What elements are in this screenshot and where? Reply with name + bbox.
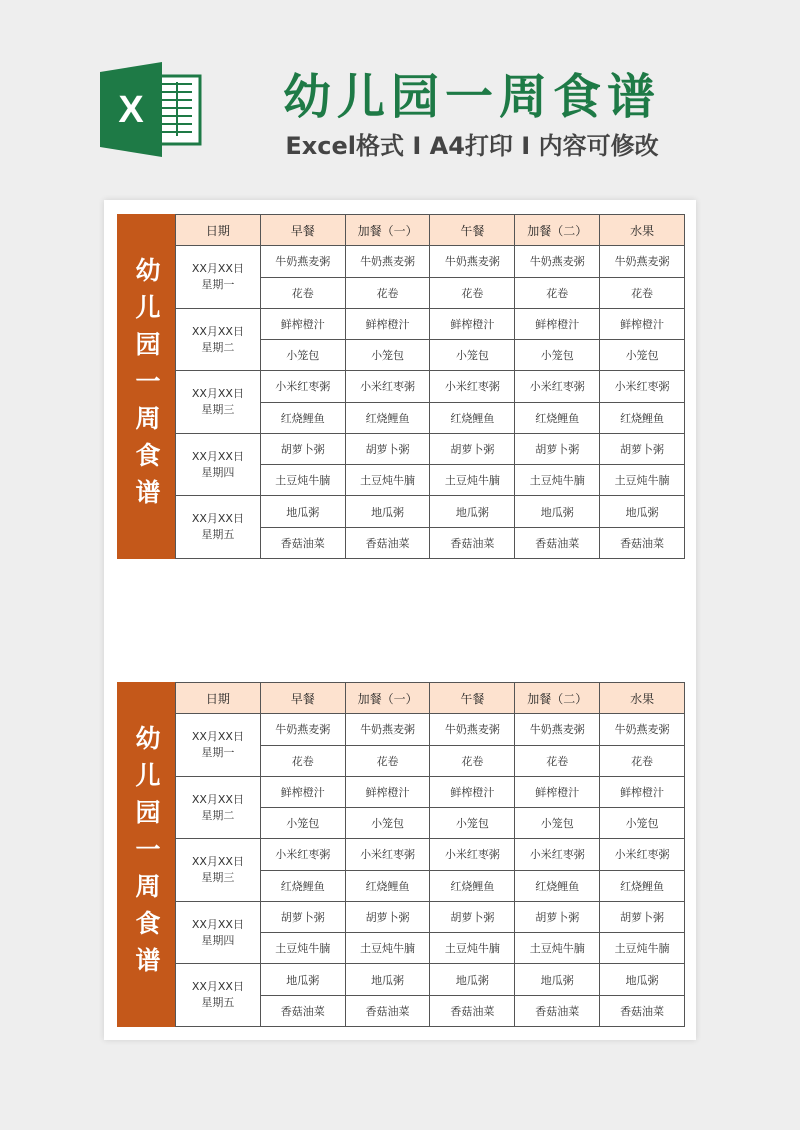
date-cell[interactable] xyxy=(176,246,261,309)
meal-cell[interactable]: 胡萝卜粥 xyxy=(430,901,515,932)
meal-cell[interactable]: 牛奶燕麦粥 xyxy=(430,714,515,745)
meal-cell[interactable]: 花卷 xyxy=(430,745,515,776)
meal-cell[interactable]: 地瓜粥 xyxy=(260,496,345,527)
meal-cell[interactable]: 花卷 xyxy=(260,277,345,308)
date-cell[interactable] xyxy=(176,776,261,839)
menu-table xyxy=(175,214,685,559)
weekday-text: 星期一 xyxy=(201,278,235,292)
date-text: XX月XX日 xyxy=(191,324,244,338)
table-row xyxy=(176,371,685,402)
meal-cell[interactable]: 小笼包 xyxy=(260,808,345,839)
meal-cell[interactable]: 小米红枣粥 xyxy=(430,839,515,870)
meal-cell[interactable]: 小米红枣粥 xyxy=(345,371,430,402)
meal-cell[interactable]: 小米红枣粥 xyxy=(600,371,685,402)
weekday-text: 星期四 xyxy=(201,465,235,479)
column-header: 加餐（一） xyxy=(345,683,430,714)
meal-cell[interactable]: 香菇油菜 xyxy=(430,995,515,1026)
meal-cell[interactable]: 小米红枣粥 xyxy=(345,839,430,870)
meal-cell[interactable]: 香菇油菜 xyxy=(515,527,600,558)
meal-cell[interactable]: 小米红枣粥 xyxy=(260,371,345,402)
meal-cell[interactable]: 牛奶燕麦粥 xyxy=(430,246,515,277)
column-header: 午餐 xyxy=(430,215,515,246)
meal-cell[interactable]: 花卷 xyxy=(515,745,600,776)
meal-cell[interactable]: 小米红枣粥 xyxy=(515,371,600,402)
column-header: 日期 xyxy=(176,683,261,714)
table-row xyxy=(176,308,685,339)
date-text: XX月XX日 xyxy=(191,917,244,931)
column-header: 加餐（二） xyxy=(515,215,600,246)
date-text: XX月XX日 xyxy=(191,792,244,806)
meal-cell[interactable]: 鲜榨橙汁 xyxy=(260,776,345,807)
meal-cell[interactable]: 小米红枣粥 xyxy=(430,371,515,402)
date-cell[interactable] xyxy=(176,901,261,964)
meal-cell[interactable]: 香菇油菜 xyxy=(600,995,685,1026)
page-subtitle: Excel格式 I A4打印 I 内容可修改 xyxy=(285,132,659,160)
meal-cell[interactable]: 牛奶燕麦粥 xyxy=(515,246,600,277)
meal-cell[interactable]: 小米红枣粥 xyxy=(600,839,685,870)
meal-cell[interactable]: 地瓜粥 xyxy=(600,964,685,995)
table-row xyxy=(176,776,685,807)
meal-cell[interactable]: 牛奶燕麦粥 xyxy=(260,714,345,745)
meal-cell[interactable]: 胡萝卜粥 xyxy=(260,901,345,932)
column-header: 水果 xyxy=(600,683,685,714)
table-row xyxy=(176,901,685,932)
meal-cell[interactable]: 小笼包 xyxy=(600,808,685,839)
meal-cell[interactable]: 红烧鲤鱼 xyxy=(430,402,515,433)
table-row xyxy=(176,964,685,995)
meal-cell[interactable]: 牛奶燕麦粥 xyxy=(600,714,685,745)
meal-cell[interactable]: 鲜榨橙汁 xyxy=(345,776,430,807)
date-cell[interactable] xyxy=(176,839,261,902)
meal-cell[interactable]: 胡萝卜粥 xyxy=(515,901,600,932)
header-row xyxy=(176,215,685,246)
meal-cell[interactable]: 香菇油菜 xyxy=(260,995,345,1026)
meal-cell[interactable]: 香菇油菜 xyxy=(345,527,430,558)
menu-table xyxy=(175,682,685,1027)
meal-cell[interactable]: 胡萝卜粥 xyxy=(345,901,430,932)
meal-cell[interactable]: 鲜榨橙汁 xyxy=(600,776,685,807)
meal-cell[interactable]: 花卷 xyxy=(600,277,685,308)
table-row xyxy=(176,496,685,527)
menu-sheet xyxy=(104,200,696,1040)
meal-cell[interactable]: 土豆炖牛腩 xyxy=(515,465,600,496)
meal-cell[interactable]: 小笼包 xyxy=(345,808,430,839)
date-text: XX月XX日 xyxy=(191,262,244,276)
meal-cell[interactable]: 红烧鲤鱼 xyxy=(515,402,600,433)
meal-cell[interactable]: 鲜榨橙汁 xyxy=(430,308,515,339)
weekday-text: 星期三 xyxy=(201,403,235,417)
meal-cell[interactable]: 红烧鲤鱼 xyxy=(345,402,430,433)
meal-cell[interactable]: 胡萝卜粥 xyxy=(600,901,685,932)
meal-cell[interactable]: 胡萝卜粥 xyxy=(515,433,600,464)
meal-cell[interactable]: 土豆炖牛腩 xyxy=(430,465,515,496)
meal-cell[interactable]: 鲜榨橙汁 xyxy=(260,308,345,339)
meal-cell[interactable]: 花卷 xyxy=(345,277,430,308)
meal-cell[interactable]: 花卷 xyxy=(430,277,515,308)
meal-cell[interactable]: 胡萝卜粥 xyxy=(345,433,430,464)
meal-cell[interactable]: 小笼包 xyxy=(345,340,430,371)
weekday-text: 星期五 xyxy=(201,996,235,1010)
meal-cell[interactable]: 香菇油菜 xyxy=(515,995,600,1026)
meal-cell[interactable]: 小笼包 xyxy=(430,808,515,839)
meal-cell[interactable]: 地瓜粥 xyxy=(515,496,600,527)
weekday-text: 星期三 xyxy=(201,871,235,885)
meal-cell[interactable]: 胡萝卜粥 xyxy=(430,433,515,464)
meal-cell[interactable]: 土豆炖牛腩 xyxy=(600,465,685,496)
meal-cell[interactable]: 鲜榨橙汁 xyxy=(600,308,685,339)
meal-cell[interactable]: 香菇油菜 xyxy=(430,527,515,558)
date-cell[interactable] xyxy=(176,496,261,559)
date-cell[interactable] xyxy=(176,964,261,1027)
weekday-text: 星期一 xyxy=(201,746,235,760)
column-header: 水果 xyxy=(600,215,685,246)
meal-cell[interactable]: 牛奶燕麦粥 xyxy=(345,246,430,277)
meal-cell[interactable]: 花卷 xyxy=(345,745,430,776)
table-row xyxy=(176,839,685,870)
meal-cell[interactable]: 小米红枣粥 xyxy=(515,839,600,870)
meal-cell[interactable]: 鲜榨橙汁 xyxy=(515,308,600,339)
date-cell[interactable] xyxy=(176,433,261,496)
column-header: 加餐（一） xyxy=(345,215,430,246)
meal-cell[interactable]: 红烧鲤鱼 xyxy=(345,870,430,901)
meal-cell[interactable]: 胡萝卜粥 xyxy=(600,433,685,464)
side-title: 幼儿园一周食谱 xyxy=(117,214,175,559)
date-text: XX月XX日 xyxy=(191,387,244,401)
meal-cell[interactable]: 花卷 xyxy=(600,745,685,776)
meal-cell[interactable]: 地瓜粥 xyxy=(345,496,430,527)
weekday-text: 星期五 xyxy=(201,528,235,542)
meal-cell[interactable]: 鲜榨橙汁 xyxy=(515,776,600,807)
meal-cell[interactable]: 小笼包 xyxy=(260,340,345,371)
meal-cell[interactable]: 地瓜粥 xyxy=(345,964,430,995)
date-text: XX月XX日 xyxy=(191,512,244,526)
meal-cell[interactable]: 小笼包 xyxy=(515,340,600,371)
meal-cell[interactable]: 小米红枣粥 xyxy=(260,839,345,870)
meal-cell[interactable]: 牛奶燕麦粥 xyxy=(345,714,430,745)
meal-cell[interactable]: 地瓜粥 xyxy=(430,964,515,995)
meal-cell[interactable]: 小笼包 xyxy=(600,340,685,371)
meal-cell[interactable]: 牛奶燕麦粥 xyxy=(260,246,345,277)
meal-cell[interactable]: 牛奶燕麦粥 xyxy=(515,714,600,745)
meal-cell[interactable]: 土豆炖牛腩 xyxy=(430,933,515,964)
meal-cell[interactable]: 地瓜粥 xyxy=(600,496,685,527)
meal-cell[interactable]: 牛奶燕麦粥 xyxy=(600,246,685,277)
column-header: 早餐 xyxy=(260,683,345,714)
meal-cell[interactable]: 小笼包 xyxy=(515,808,600,839)
weekday-text: 星期二 xyxy=(201,808,235,822)
meal-cell[interactable]: 土豆炖牛腩 xyxy=(345,465,430,496)
table-row xyxy=(176,246,685,277)
meal-cell[interactable]: 鲜榨橙汁 xyxy=(430,776,515,807)
menu-block-2 xyxy=(117,682,685,1027)
date-text: XX月XX日 xyxy=(191,980,244,994)
side-title: 幼儿园一周食谱 xyxy=(117,682,175,1027)
column-header: 午餐 xyxy=(430,683,515,714)
meal-cell[interactable]: 红烧鲤鱼 xyxy=(515,870,600,901)
meal-cell[interactable]: 土豆炖牛腩 xyxy=(260,465,345,496)
meal-cell[interactable]: 地瓜粥 xyxy=(260,964,345,995)
date-text: XX月XX日 xyxy=(191,855,244,869)
logo-letter: X xyxy=(118,89,144,131)
meal-cell[interactable]: 胡萝卜粥 xyxy=(260,433,345,464)
meal-cell[interactable]: 红烧鲤鱼 xyxy=(260,402,345,433)
weekday-text: 星期四 xyxy=(201,933,235,947)
column-header: 早餐 xyxy=(260,215,345,246)
excel-logo-icon xyxy=(100,62,205,157)
meal-cell[interactable]: 土豆炖牛腩 xyxy=(515,933,600,964)
meal-cell[interactable]: 香菇油菜 xyxy=(345,995,430,1026)
meal-cell[interactable]: 地瓜粥 xyxy=(430,496,515,527)
header-row xyxy=(176,683,685,714)
meal-cell[interactable]: 红烧鲤鱼 xyxy=(260,870,345,901)
meal-cell[interactable]: 红烧鲤鱼 xyxy=(600,870,685,901)
table-row xyxy=(176,714,685,745)
meal-cell[interactable]: 地瓜粥 xyxy=(515,964,600,995)
meal-cell[interactable]: 土豆炖牛腩 xyxy=(600,933,685,964)
meal-cell[interactable]: 红烧鲤鱼 xyxy=(430,870,515,901)
meal-cell[interactable]: 花卷 xyxy=(515,277,600,308)
meal-cell[interactable]: 香菇油菜 xyxy=(260,527,345,558)
meal-cell[interactable]: 小笼包 xyxy=(430,340,515,371)
column-header: 加餐（二） xyxy=(515,683,600,714)
weekday-text: 星期二 xyxy=(201,340,235,354)
meal-cell[interactable]: 土豆炖牛腩 xyxy=(345,933,430,964)
page-title: 幼儿园一周食谱 xyxy=(282,69,661,125)
meal-cell[interactable]: 红烧鲤鱼 xyxy=(600,402,685,433)
date-cell[interactable] xyxy=(176,371,261,434)
meal-cell[interactable]: 土豆炖牛腩 xyxy=(260,933,345,964)
meal-cell[interactable]: 鲜榨橙汁 xyxy=(345,308,430,339)
date-cell[interactable] xyxy=(176,714,261,777)
meal-cell[interactable]: 花卷 xyxy=(260,745,345,776)
column-header: 日期 xyxy=(176,215,261,246)
date-cell[interactable] xyxy=(176,308,261,371)
date-text: XX月XX日 xyxy=(191,730,244,744)
meal-cell[interactable]: 香菇油菜 xyxy=(600,527,685,558)
table-row xyxy=(176,433,685,464)
date-text: XX月XX日 xyxy=(191,449,244,463)
menu-block-1 xyxy=(117,214,685,559)
